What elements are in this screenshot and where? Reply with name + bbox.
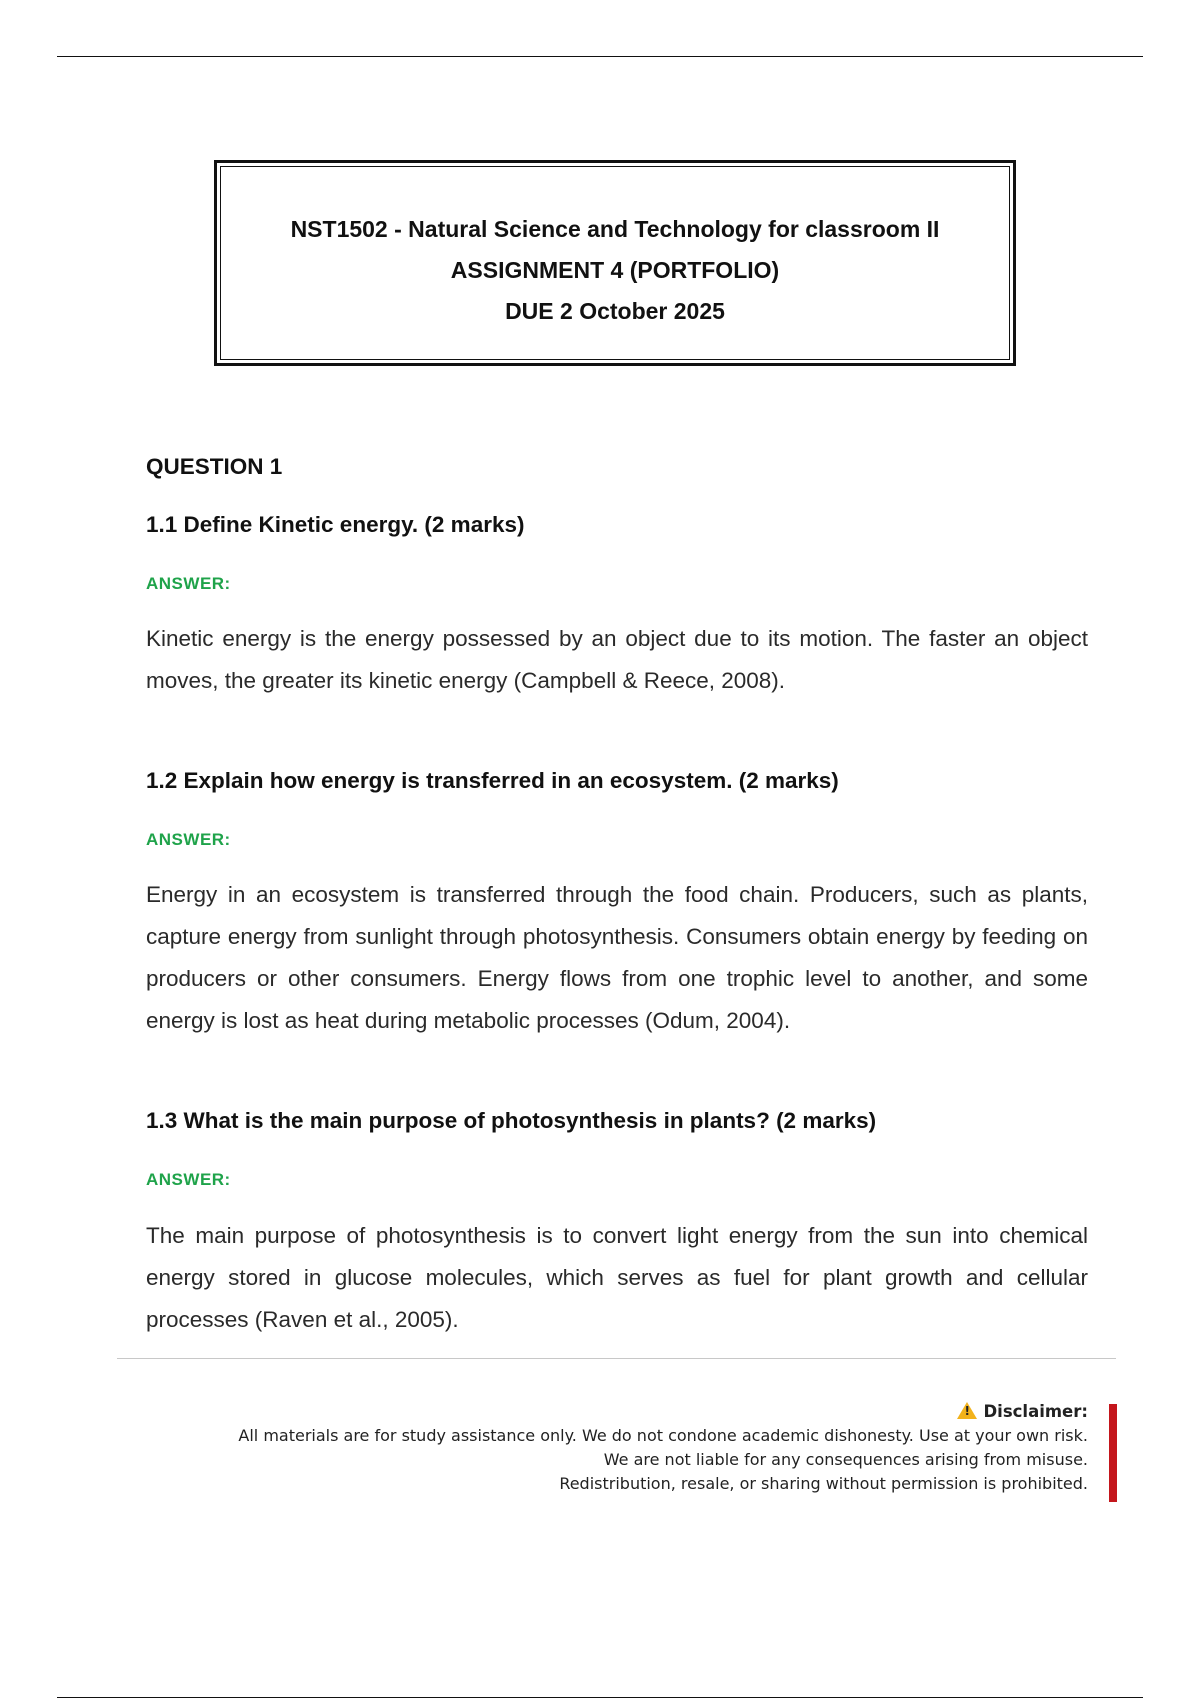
question-1-3-answer-label: ANSWER:: [146, 1170, 231, 1189]
question-1-2-prompt: 1.2 Explain how energy is transferred in an ecosystem. (2 marks): [146, 768, 839, 793]
warning-icon: [957, 1402, 977, 1419]
question-1-2-answer: Energy in an ecosystem is transferred through the food chain. Producers, such as plants, capture energy from sunlight through photosynthesis. Consumers obtain energy by feeding on producers or other consumers. Energy flows from one trophic level to another, and some energy is lost as heat during metabolic processes (Odum, 2004).: [146, 882, 1088, 1033]
question-heading: QUESTION 1: [146, 454, 283, 479]
disclaimer-heading: [188, 1400, 1088, 1424]
disclaimer: [188, 1400, 1088, 1496]
question-1-3-prompt: 1.3 What is the main purpose of photosynthesis in plants? (2 marks): [146, 1108, 877, 1133]
assignment-title: ASSIGNMENT 4 (PORTFOLIO): [450, 257, 780, 283]
bottom-rule: [57, 1697, 1143, 1698]
disclaimer-accent-bar: [1109, 1404, 1117, 1502]
disclaimer-line: We are not liable for any consequences arising from misuse.: [603, 1450, 1088, 1469]
title-box: [214, 160, 1016, 366]
question-1-1-answer-label: ANSWER:: [146, 574, 231, 593]
disclaimer-line: All materials are for study assistance only. We do not condone academic dishonesty. Use at your own risk.: [238, 1426, 1088, 1445]
title-box-inner: [220, 166, 1010, 360]
footer-rule: [117, 1358, 1116, 1359]
due-date: DUE 2 October 2025: [505, 298, 725, 324]
course-title: NST1502 - Natural Science and Technology for classroom II: [290, 216, 940, 242]
question-1-2-answer-label: ANSWER:: [146, 830, 231, 849]
question-1-3-answer: The main purpose of photosynthesis is to convert light energy from the sun into chemical energy stored in glucose molecules, which serves as fuel for plant growth and cellular processes (Raven et al., 2005).: [146, 1223, 1088, 1332]
question-1-1-prompt: 1.1 Define Kinetic energy. (2 marks): [146, 512, 525, 537]
disclaimer-title: Disclaimer:: [983, 1402, 1088, 1421]
disclaimer-line: Redistribution, resale, or sharing without permission is prohibited.: [559, 1474, 1088, 1493]
question-1-1-answer: Kinetic energy is the energy possessed by an object due to its motion. The faster an object moves, the greater its kinetic energy (Campbell & Reece, 2008).: [146, 626, 1088, 693]
top-rule: [57, 56, 1143, 57]
